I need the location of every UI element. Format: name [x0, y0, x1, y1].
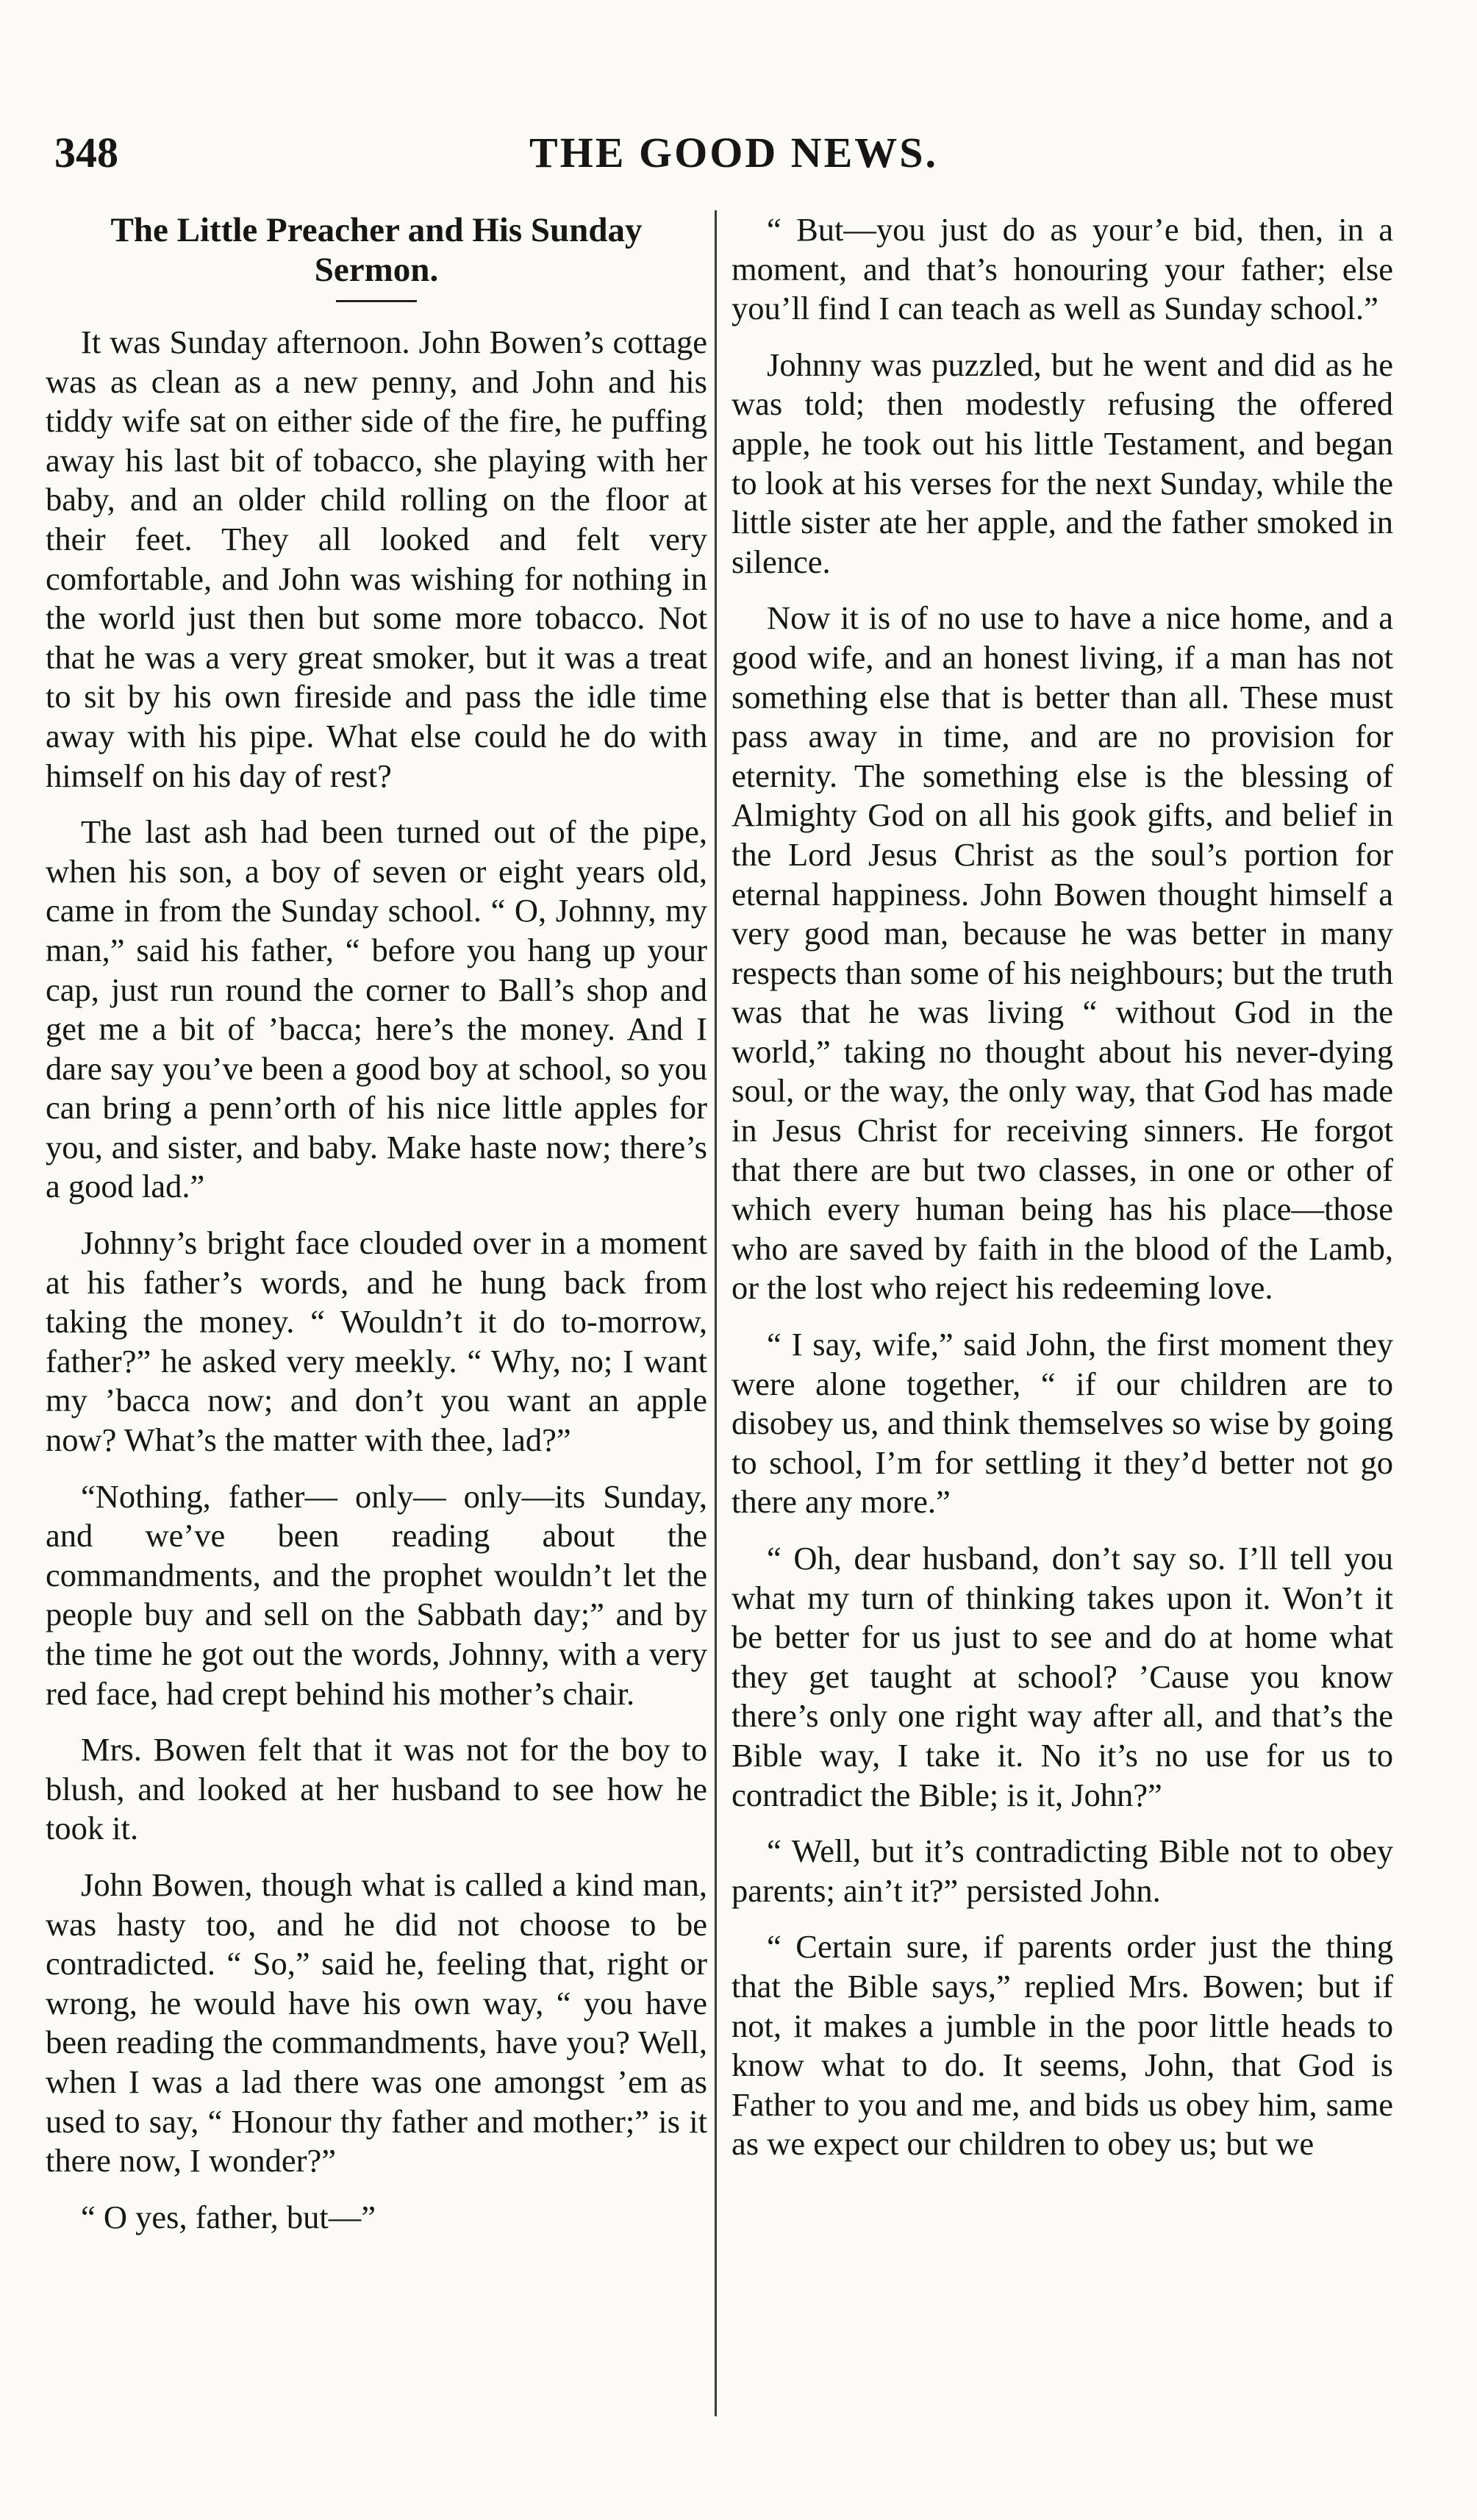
paragraph: “ Certain sure, if parents order just the thing that the Bible says,” replied Mrs. Bowen; but if not, it makes a jumble in the poor little heads to know what to do. It seems, John, that God is Father to you and me, and bids us obey him, same as we expect our children to obey us; but we: [732, 1928, 1393, 2163]
paragraph: John Bowen, though what is called a kind man, was hasty too, and he did not choose to be contradicted. “ So,” said he, feeling that, right or wrong, he would have his own way, “ you have been reading the commandments, have you? Well, when I was a lad there was one amongst ’em as used to say, “ Honour thy father and mother;” is it there now, I wonder?”: [46, 1866, 707, 2180]
paragraph: Now it is of no use to have a nice home, and a good wife, and an honest living, if a man has not something else that is better than all. These must pass away in time, and are no provision for eternity. The something else is the blessing of Almighty God on all his gook gifts, and belief in the Lord Jesus Christ as the soul’s portion for eternal happiness. John Bowen thought himself a very good man, because he was better in many respects than some of his neighbours; but the truth was that he was living “ without God in the world,” taking no thought about his never-dying soul, or the way, the only way, that God has made in Jesus Christ for receiving sinners. He forgot that there are but two classes, in one or other of which every human being has his place—those who are saved by faith in the blood of the Lamb, or the lost who reject his redeeming love.: [732, 599, 1393, 1307]
paragraph: “ O yes, father, but—”: [81, 2198, 376, 2235]
left-column: [46, 210, 707, 2254]
paragraph: “ Oh, dear husband, don’t say so. I’ll tell you what my turn of thinking takes upon it. Won’t it be better for us just to see and do at home what they get taught at school? ’Cause you know there’s only one right way after all, and that’s the Bible way, I take it. No it’s no use for us to contradict the Bible; is it, John?”: [732, 1540, 1393, 1813]
paragraph: Johnny’s bright face clouded over in a moment at his father’s words, and he hung back from taking the money. “ Wouldn’t it do to-morrow, father?” he asked very meekly. “ Why, no; I want my ’bacca now; and don’t you want an apple now? What’s the matter with thee, lad?”: [46, 1224, 707, 1459]
paragraph: Johnny was puzzled, but he went and did as he was told; then modestly refusing the offered apple, he took out his little Testament, and began to look at his verses for the next Sunday, while the little sister ate her apple, and the father smoked in silence.: [732, 346, 1393, 580]
running-title: THE GOOD NEWS.: [529, 129, 939, 176]
title-rule: [336, 300, 417, 302]
paragraph: “ Well, but it’s contradicting Bible not to obey parents; ain’t it?” persisted John.: [732, 1832, 1393, 1909]
paragraph: “ But—you just do as your’e bid, then, in a moment, and that’s honouring your father; else you’ll find I can teach as well as Sunday school.”: [732, 211, 1393, 327]
paragraph: Mrs. Bowen felt that it was not for the boy to blush, and looked at her husband to see how he took it.: [46, 1731, 707, 1847]
paragraph: “ I say, wife,” said John, the first moment they were alone together, “ if our children are to disobey us, and think themselves so wise by going to school, I’m for settling it they’d better not go there any more.”: [732, 1326, 1393, 1521]
paragraph: The last ash had been turned out of the pipe, when his son, a boy of seven or eight years old, came in from the Sunday school. “ O, Johnny, my man,” said his father, “ before you hang up your cap, just run round the corner to Ball’s shop and get me a bit of ’bacca; here’s the money. And I dare say you’ve been a good boy at school, so you can bring a penn’orth of his nice little apples for you, and sister, and baby. Make haste now; there’s a good lad.”: [46, 813, 707, 1205]
page-header: [0, 124, 1477, 190]
column-divider: [715, 210, 717, 2416]
page-number: 348: [54, 129, 118, 176]
paragraph: “Nothing, father— only— only—its Sunday, and we’ve been reading about the commandments, and the prophet wouldn’t let the people buy and sell on the Sabbath day;” and by the time he got out the words, Johnny, with a very red face, had crept behind his mother’s chair.: [46, 1477, 707, 1712]
right-column: [732, 210, 1393, 2181]
article-title: The Little Preacher and His Sunday Sermon.: [110, 211, 643, 289]
paragraph: It was Sunday afternoon. John Bowen’s cottage was as clean as a new penny, and John and his tiddy wife sat on either side of the fire, he puffing away his last bit of tobacco, she playing with her baby, and an older child rolling on the floor at their feet. They all looked and felt very comfortable, and John was wishing for nothing in the world just then but some more tobacco. Not that he was a very great smoker, but it was a treat to sit by his own fireside and pass the idle time away with his pipe. What else could he do with himself on his day of rest?: [46, 324, 707, 794]
